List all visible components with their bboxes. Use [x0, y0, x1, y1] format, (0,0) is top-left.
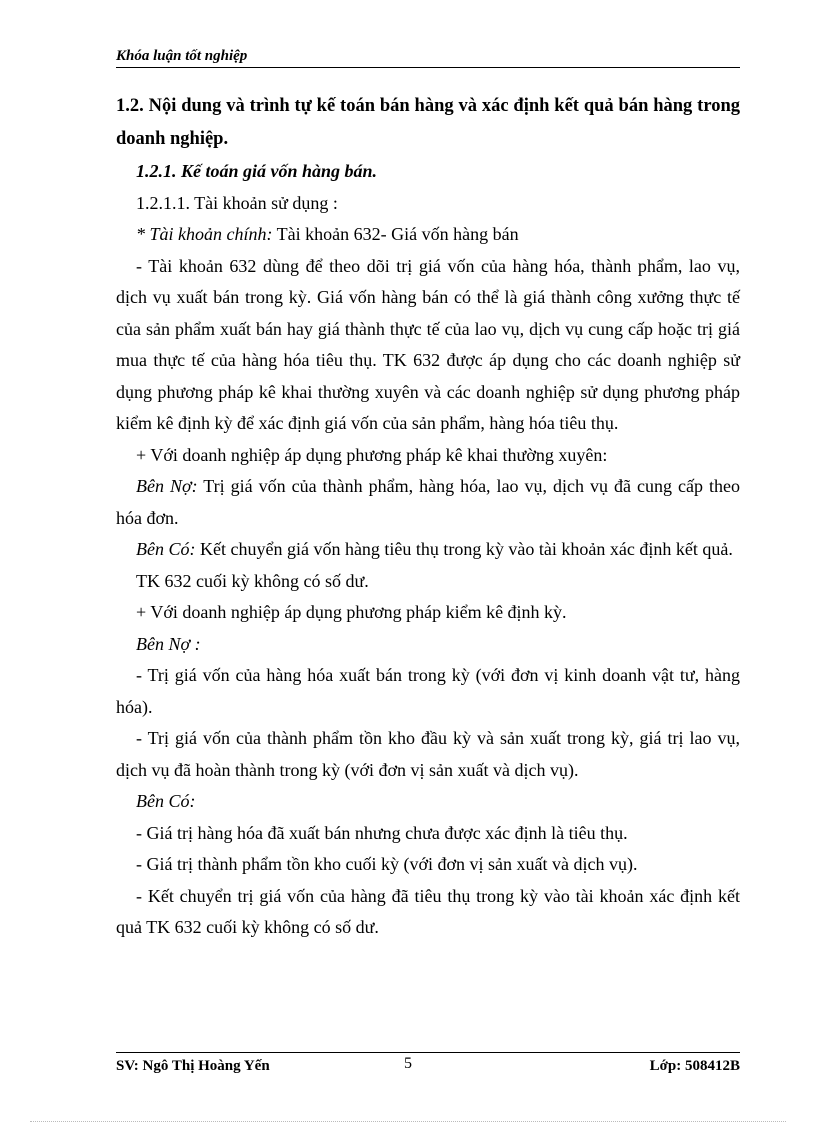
credit-periodic-item: - Kết chuyển trị giá vốn của hàng đã tiêu thụ trong kỳ vào tài khoản xác định kết quả TK 632 cuối kỳ không có số dư.	[116, 885, 740, 937]
credit-periodic-item: - Giá trị thành phẩm tồn kho cuối kỳ (với đơn vị sản xuất và dịch vụ).	[136, 854, 638, 874]
header-rule	[116, 67, 740, 68]
credit-periodic-item: - Giá trị hàng hóa đã xuất bán nhưng chưa được xác định là tiêu thụ.	[136, 822, 628, 843]
running-header: Khóa luận tốt nghiệp	[116, 48, 248, 64]
debit-periodic-item: - Trị giá vốn của hàng hóa xuất bán trong kỳ (với đơn vị kinh doanh vật tư, hàng hóa).	[116, 665, 740, 717]
section-number-line: 1.2.1.1. Tài khoản sử dụng :	[136, 192, 338, 213]
debit-periodic-label: Bên Nợ :	[136, 633, 201, 654]
subsection-heading: 1.2.1. Kế toán giá vốn hàng bán.	[136, 161, 378, 181]
account-description-paragraph: - Tài khoản 632 dùng để theo dõi trị giá vốn của hàng hóa, thành phẩm, lao vụ, dịch vụ xuất bán trong kỳ. Giá vốn hàng bán có thể là giá thành công xưởng thực tế của sản phẩm xuất bán hay giá thành thực tế của lao vụ, dịch vụ cung cấp hoặc trị giá mua thực tế của hàng hóa tiêu thụ. TK 632 được áp dụng cho các doanh nghiệp sử dụng phương pháp kê khai thường xuyên và các doanh nghiệp sử dụng phương pháp kiểm kê định kỳ để xác định giá vốn của sản phẩm, hàng hóa tiêu thụ.	[116, 255, 740, 433]
credit-periodic-label: Bên Có:	[136, 791, 196, 811]
case-periodic-heading: + Với doanh nghiệp áp dụng phương pháp kiểm kê định kỳ.	[136, 602, 567, 622]
main-account-text: Tài khoản 632- Giá vốn hàng bán	[272, 224, 519, 244]
credit-label: Bên Có:	[136, 539, 196, 559]
footer-student-name: SV: Ngô Thị Hoàng Yến	[116, 1058, 270, 1074]
case-perpetual-heading: + Với doanh nghiệp áp dụng phương pháp kê khai thường xuyên:	[136, 444, 608, 465]
document-body	[116, 90, 740, 944]
debit-text: Trị giá vốn của thành phẩm, hàng hóa, lao vụ, dịch vụ đã cung cấp theo hóa đơn.	[116, 476, 740, 528]
credit-perpetual-line	[116, 534, 740, 566]
debit-label: Bên Nợ:	[136, 476, 198, 496]
balance-perpetual-line: TK 632 cuối kỳ không có số dư.	[136, 570, 369, 591]
debit-perpetual-line	[116, 471, 740, 534]
main-account-label: * Tài khoản chính:	[136, 224, 273, 244]
footer-class: Lớp: 508412B	[649, 1058, 740, 1074]
footer-rule	[116, 1052, 740, 1053]
credit-text: Kết chuyển giá vốn hàng tiêu thụ trong kỳ vào tài khoản xác định kết quả.	[195, 539, 733, 559]
main-account-line	[116, 219, 740, 251]
page-bottom-dotted-border	[30, 1121, 786, 1122]
debit-periodic-item: - Trị giá vốn của thành phẩm tồn kho đầu kỳ và sản xuất trong kỳ, giá trị lao vụ, dịch vụ đã hoàn thành trong kỳ (với đơn vị sản xuất và dịch vụ).	[116, 728, 740, 780]
section-heading: 1.2. Nội dung và trình tự kế toán bán hàng và xác định kết quả bán hàng trong doanh nghiệp.	[116, 96, 740, 149]
page-number: 5	[404, 1055, 412, 1072]
